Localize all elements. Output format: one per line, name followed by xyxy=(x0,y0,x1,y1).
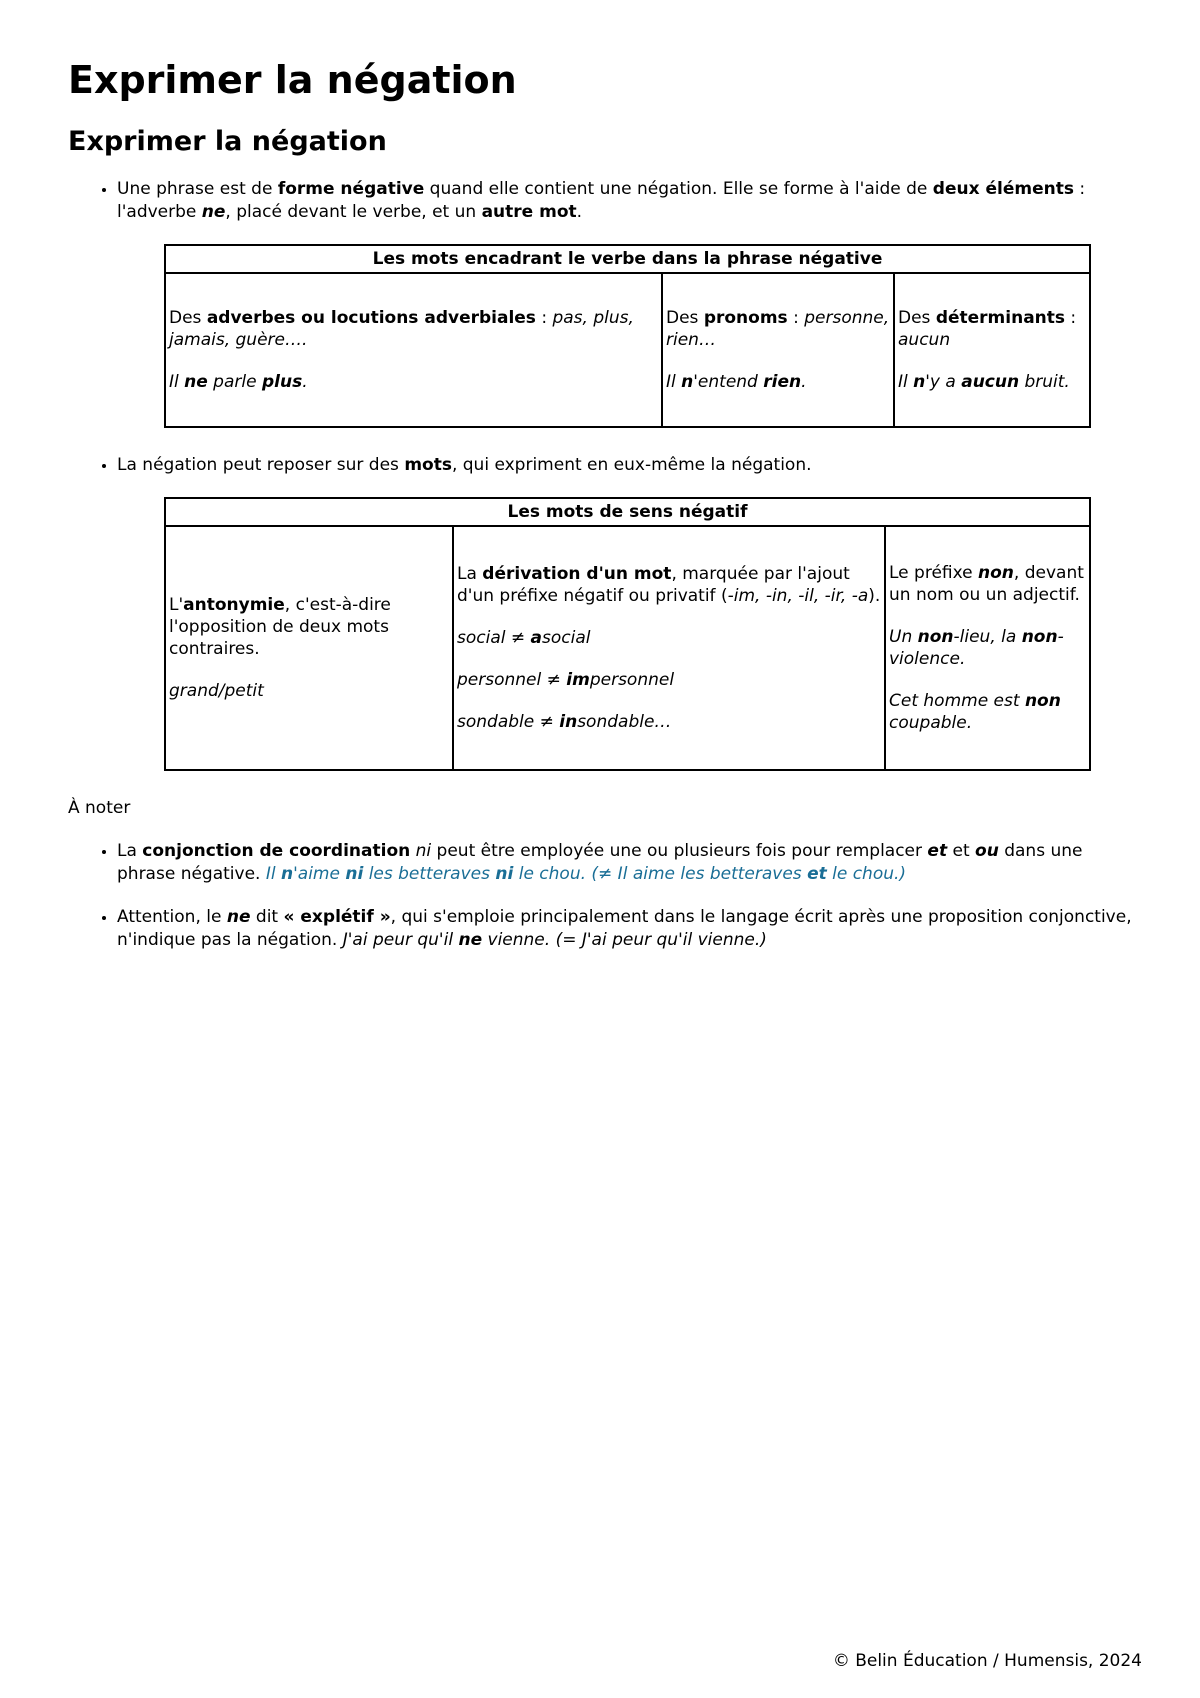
bullet-mots: • La négation peut reposer sur des mots, qui expriment en eux-même la négation. xyxy=(117,454,1132,477)
table-header: Les mots de sens négatif xyxy=(165,498,1090,526)
note-expletif: • Attention, le ne dit « explétif », qui s'emploie principalement dans le langage écrit après une proposition conjonctive, n'indique pas la négation. J'ai peur qu'il ne vienne. (= J'ai peur qu'il vienne.) xyxy=(117,906,1132,952)
cell-determinants: Des déterminants : aucun Il n'y a aucun bruit. xyxy=(894,273,1090,427)
note-label: À noter xyxy=(68,797,131,818)
example-blue: Il n'aime ni les betteraves ni le chou. (≠ Il aime les betteraves et le chou.) xyxy=(265,863,907,884)
intro-list xyxy=(68,178,1132,224)
notes-list xyxy=(68,840,1132,952)
cell-pronoms: Des pronoms : personne, rien… Il n'entend rien. xyxy=(662,273,894,427)
note-conjonction: • La conjonction de coordination ni peut être employée une ou plusieurs fois pour remplacer et et ou dans une phrase négative. Il n'aime ni les betteraves ni le chou. (≠ Il aime les betteraves et le chou.) xyxy=(117,840,1132,886)
document-page xyxy=(68,52,1132,972)
cell-antonymie: L'antonymie, c'est-à-dire l'opposition de deux mots contraires. grand/petit xyxy=(165,526,453,770)
section-title: Exprimer la négation xyxy=(68,125,387,157)
table-mots-encadrant xyxy=(164,244,1091,428)
copyright-footer: © Belin Éducation / Humensis, 2024 xyxy=(832,1651,1142,1671)
cell-prefixe-non: Le préfixe non, devant un nom ou un adjectif. Un non-lieu, la non-violence. Cet homme est non coupable. xyxy=(885,526,1090,770)
cell-adverbes: Des adverbes ou locutions adverbiales : pas, plus, jamais, guère…. Il ne parle plus. xyxy=(165,273,662,427)
table-header: Les mots encadrant le verbe dans la phrase négative xyxy=(165,245,1090,273)
page-title: Exprimer la négation xyxy=(68,58,517,102)
list-mots xyxy=(68,454,1132,477)
bullet-forme-negative: • Une phrase est de forme négative quand elle contient une négation. Elle se forme à l'aide de deux éléments : l'adverbe ne, placé devant le verbe, et un autre mot. xyxy=(117,178,1132,224)
cell-derivation: La dérivation d'un mot, marquée par l'ajout d'un préfixe négatif ou privatif (-im, -in, -il, -ir, -a). social ≠ asocial personnel ≠ impersonnel sondable ≠ insondable… xyxy=(453,526,885,770)
table-sens-negatif xyxy=(164,497,1091,771)
